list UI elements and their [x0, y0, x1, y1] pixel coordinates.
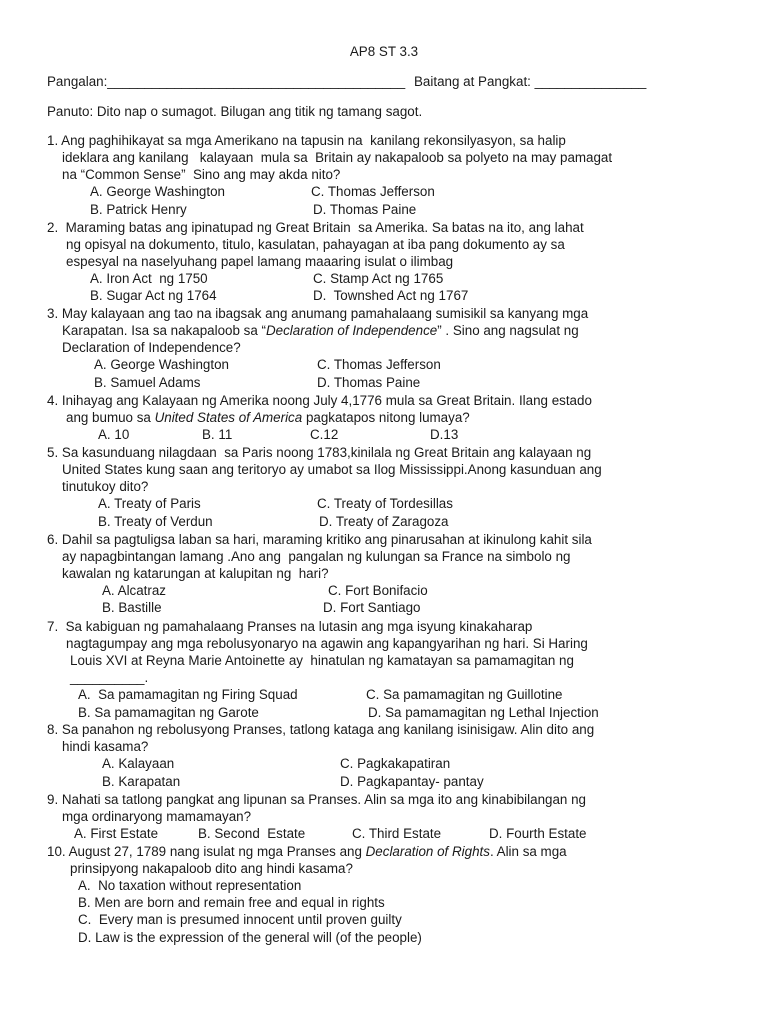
question-text: 4. Inihayag ang Kalayaan ng Amerika noong July 4,1776 mula sa Great Britain. Ilang estado — [47, 393, 592, 408]
option-a[interactable]: A. 10 — [98, 427, 130, 442]
question-text: 7. Sa kabiguan ng pamahalaang Pranses na lutasin ang mga isyung kinakaharap — [47, 619, 533, 634]
option-a[interactable]: A. Kalayaan — [102, 756, 175, 771]
option-d[interactable]: D.13 — [430, 427, 459, 442]
question-text: hindi kasama? — [62, 739, 149, 754]
question-text: United States kung saan ang teritoryo ay umabot sa Ilog Mississippi.Anong kasunduan ang — [62, 462, 602, 477]
option-a[interactable]: A. George Washington — [90, 184, 225, 199]
option-c[interactable]: C. Fort Bonifacio — [328, 583, 428, 598]
question-text: prinsipyong nakapaloob dito ang hindi kasama? — [70, 861, 353, 876]
question-text: na “Common Sense” Sino ang may akda nito? — [62, 167, 341, 182]
option-c[interactable]: C. Treaty of Tordesillas — [317, 496, 453, 511]
option-c[interactable]: C.12 — [310, 427, 339, 442]
question-text-part: pagkatapos nitong lumaya? — [302, 410, 470, 425]
document-title: Declaration of Independence — [265, 323, 438, 338]
name-field-label: Pangalan:________________________________________ — [47, 74, 406, 89]
option-b[interactable]: B. 11 — [202, 427, 233, 442]
question-text — [47, 843, 567, 860]
question-text: 2. Maraming batas ang ipinatupad ng Great Britain sa Amerika. Sa batas na ito, ang lahat — [47, 220, 584, 235]
option-a[interactable]: A. Iron Act ng 1750 — [90, 271, 208, 286]
question-text-part: Karapatan. Isa sa nakapaloob sa “ — [62, 323, 266, 338]
option-a[interactable]: A. George Washington — [94, 357, 229, 372]
option-b[interactable]: B. Sugar Act ng 1764 — [90, 288, 217, 303]
question-text: 8. Sa panahon ng rebolusyong Pranses, tatlong kataga ang kanilang isinisigaw. Alin dito ang — [47, 722, 595, 737]
page-title: AP8 ST 3.3 — [349, 44, 419, 59]
option-a[interactable]: A. Alcatraz — [102, 583, 167, 598]
instructions: Panuto: Dito nap o sumagot. Bilugan ang titik ng tamang sagot. — [47, 104, 423, 119]
option-b[interactable]: B. Karapatan — [102, 774, 181, 789]
option-c[interactable]: C. Pagkakapatiran — [340, 756, 451, 771]
question-text: espesyal na naselyuhang papel lamang maaaring isulat o ilimbag — [66, 254, 454, 269]
option-c[interactable]: C. Stamp Act ng 1765 — [313, 271, 444, 286]
option-d[interactable]: D. Thomas Paine — [313, 202, 417, 217]
question-text: 3. May kalayaan ang tao na ibagsak ang anumang pamahalaang sumisikil sa kanyang mga — [47, 306, 589, 321]
question-text: 9. Nahati sa tatlong pangkat ang lipunan sa Pranses. Alin sa mga ito ang kinabibilangan ng — [47, 792, 586, 807]
question-text: Louis XVI at Reyna Marie Antoinette ay hinatulan ng kamatayan sa pamamagitan ng — [70, 653, 574, 668]
question-text: ideklara ang kanilang kalayaan mula sa Britain ay nakapaloob sa polyeto na may pamagat — [62, 150, 613, 165]
question-text-part: 10. August 27, 1789 nang isulat ng mga Pranses ang — [47, 844, 366, 859]
question-text: 6. Dahil sa pagtuligsa laban sa hari, maraming kritiko ang pinarusahan at ikinulong kahit sila — [47, 532, 592, 547]
option-d[interactable]: D. Fourth Estate — [489, 826, 587, 841]
question-text: Declaration of Independence? — [62, 340, 241, 355]
option-a[interactable]: A. No taxation without representation — [78, 878, 302, 893]
option-d[interactable]: D. Treaty of Zaragoza — [319, 514, 449, 529]
question-text-part: . Alin sa mga — [489, 844, 567, 859]
grade-section-field-label: Baitang at Pangkat: _______________ — [414, 74, 647, 89]
option-d[interactable]: D. Fort Santiago — [323, 600, 421, 615]
option-c[interactable]: C. Third Estate — [352, 826, 442, 841]
option-a[interactable]: A. Sa pamamagitan ng Firing Squad — [78, 687, 298, 702]
option-a[interactable]: A. First Estate — [74, 826, 159, 841]
country-name: United States of America — [154, 410, 303, 425]
question-text: tinutukoy dito? — [62, 479, 149, 494]
question-text: 5. Sa kasunduang nilagdaan sa Paris noong 1783,kinilala ng Great Britain ang kalayaan ng — [47, 445, 592, 460]
option-d[interactable]: D. Thomas Paine — [317, 375, 421, 390]
question-text-part: ” . Sino ang nagsulat ng — [437, 323, 579, 338]
option-b[interactable]: B. Samuel Adams — [94, 375, 201, 390]
answer-blank: __________. — [70, 670, 149, 685]
document-title: Declaration of Rights — [365, 844, 490, 859]
option-b[interactable]: B. Men are born and remain free and equal in rights — [78, 895, 385, 910]
option-c[interactable]: C. Thomas Jefferson — [317, 357, 441, 372]
option-b[interactable]: B. Second Estate — [198, 826, 306, 841]
option-d[interactable]: D. Pagkapantay- pantay — [340, 774, 484, 789]
option-c[interactable]: C. Thomas Jefferson — [311, 184, 435, 199]
question-text — [66, 409, 470, 426]
option-b[interactable]: B. Patrick Henry — [90, 202, 187, 217]
question-text: mga ordinaryong mamamayan? — [62, 809, 252, 824]
question-text: kawalan ng katarungan at kalupitan ng hari? — [62, 566, 329, 581]
question-text-part: ang bumuo sa — [66, 410, 155, 425]
option-b[interactable]: B. Sa pamamagitan ng Garote — [78, 705, 259, 720]
option-b[interactable]: B. Treaty of Verdun — [98, 514, 213, 529]
option-d[interactable]: D. Townshed Act ng 1767 — [313, 288, 469, 303]
option-a[interactable]: A. Treaty of Paris — [98, 496, 201, 511]
question-text: nagtagumpay ang mga rebolusyonaryo na agawin ang kapangyarihan ng hari. Si Haring — [66, 636, 588, 651]
question-text — [62, 322, 579, 339]
question-text: ng opisyal na dokumento, titulo, kasulatan, pahayagan at iba pang dokumento ay sa — [66, 237, 565, 252]
option-c[interactable]: C. Sa pamamagitan ng Guillotine — [366, 687, 563, 702]
option-c[interactable]: C. Every man is presumed innocent until proven guilty — [78, 912, 402, 927]
option-d[interactable]: D. Law is the expression of the general will (of the people) — [78, 930, 422, 945]
question-text: 1. Ang paghihikayat sa mga Amerikano na tapusin na kanilang rekonsilyasyon, sa halip — [47, 133, 566, 148]
option-b[interactable]: B. Bastille — [102, 600, 162, 615]
option-d[interactable]: D. Sa pamamagitan ng Lethal Injection — [368, 705, 599, 720]
question-text: ay napagbintangan lamang .Ano ang pangalan ng kulungan sa France na simbolo ng — [62, 549, 571, 564]
